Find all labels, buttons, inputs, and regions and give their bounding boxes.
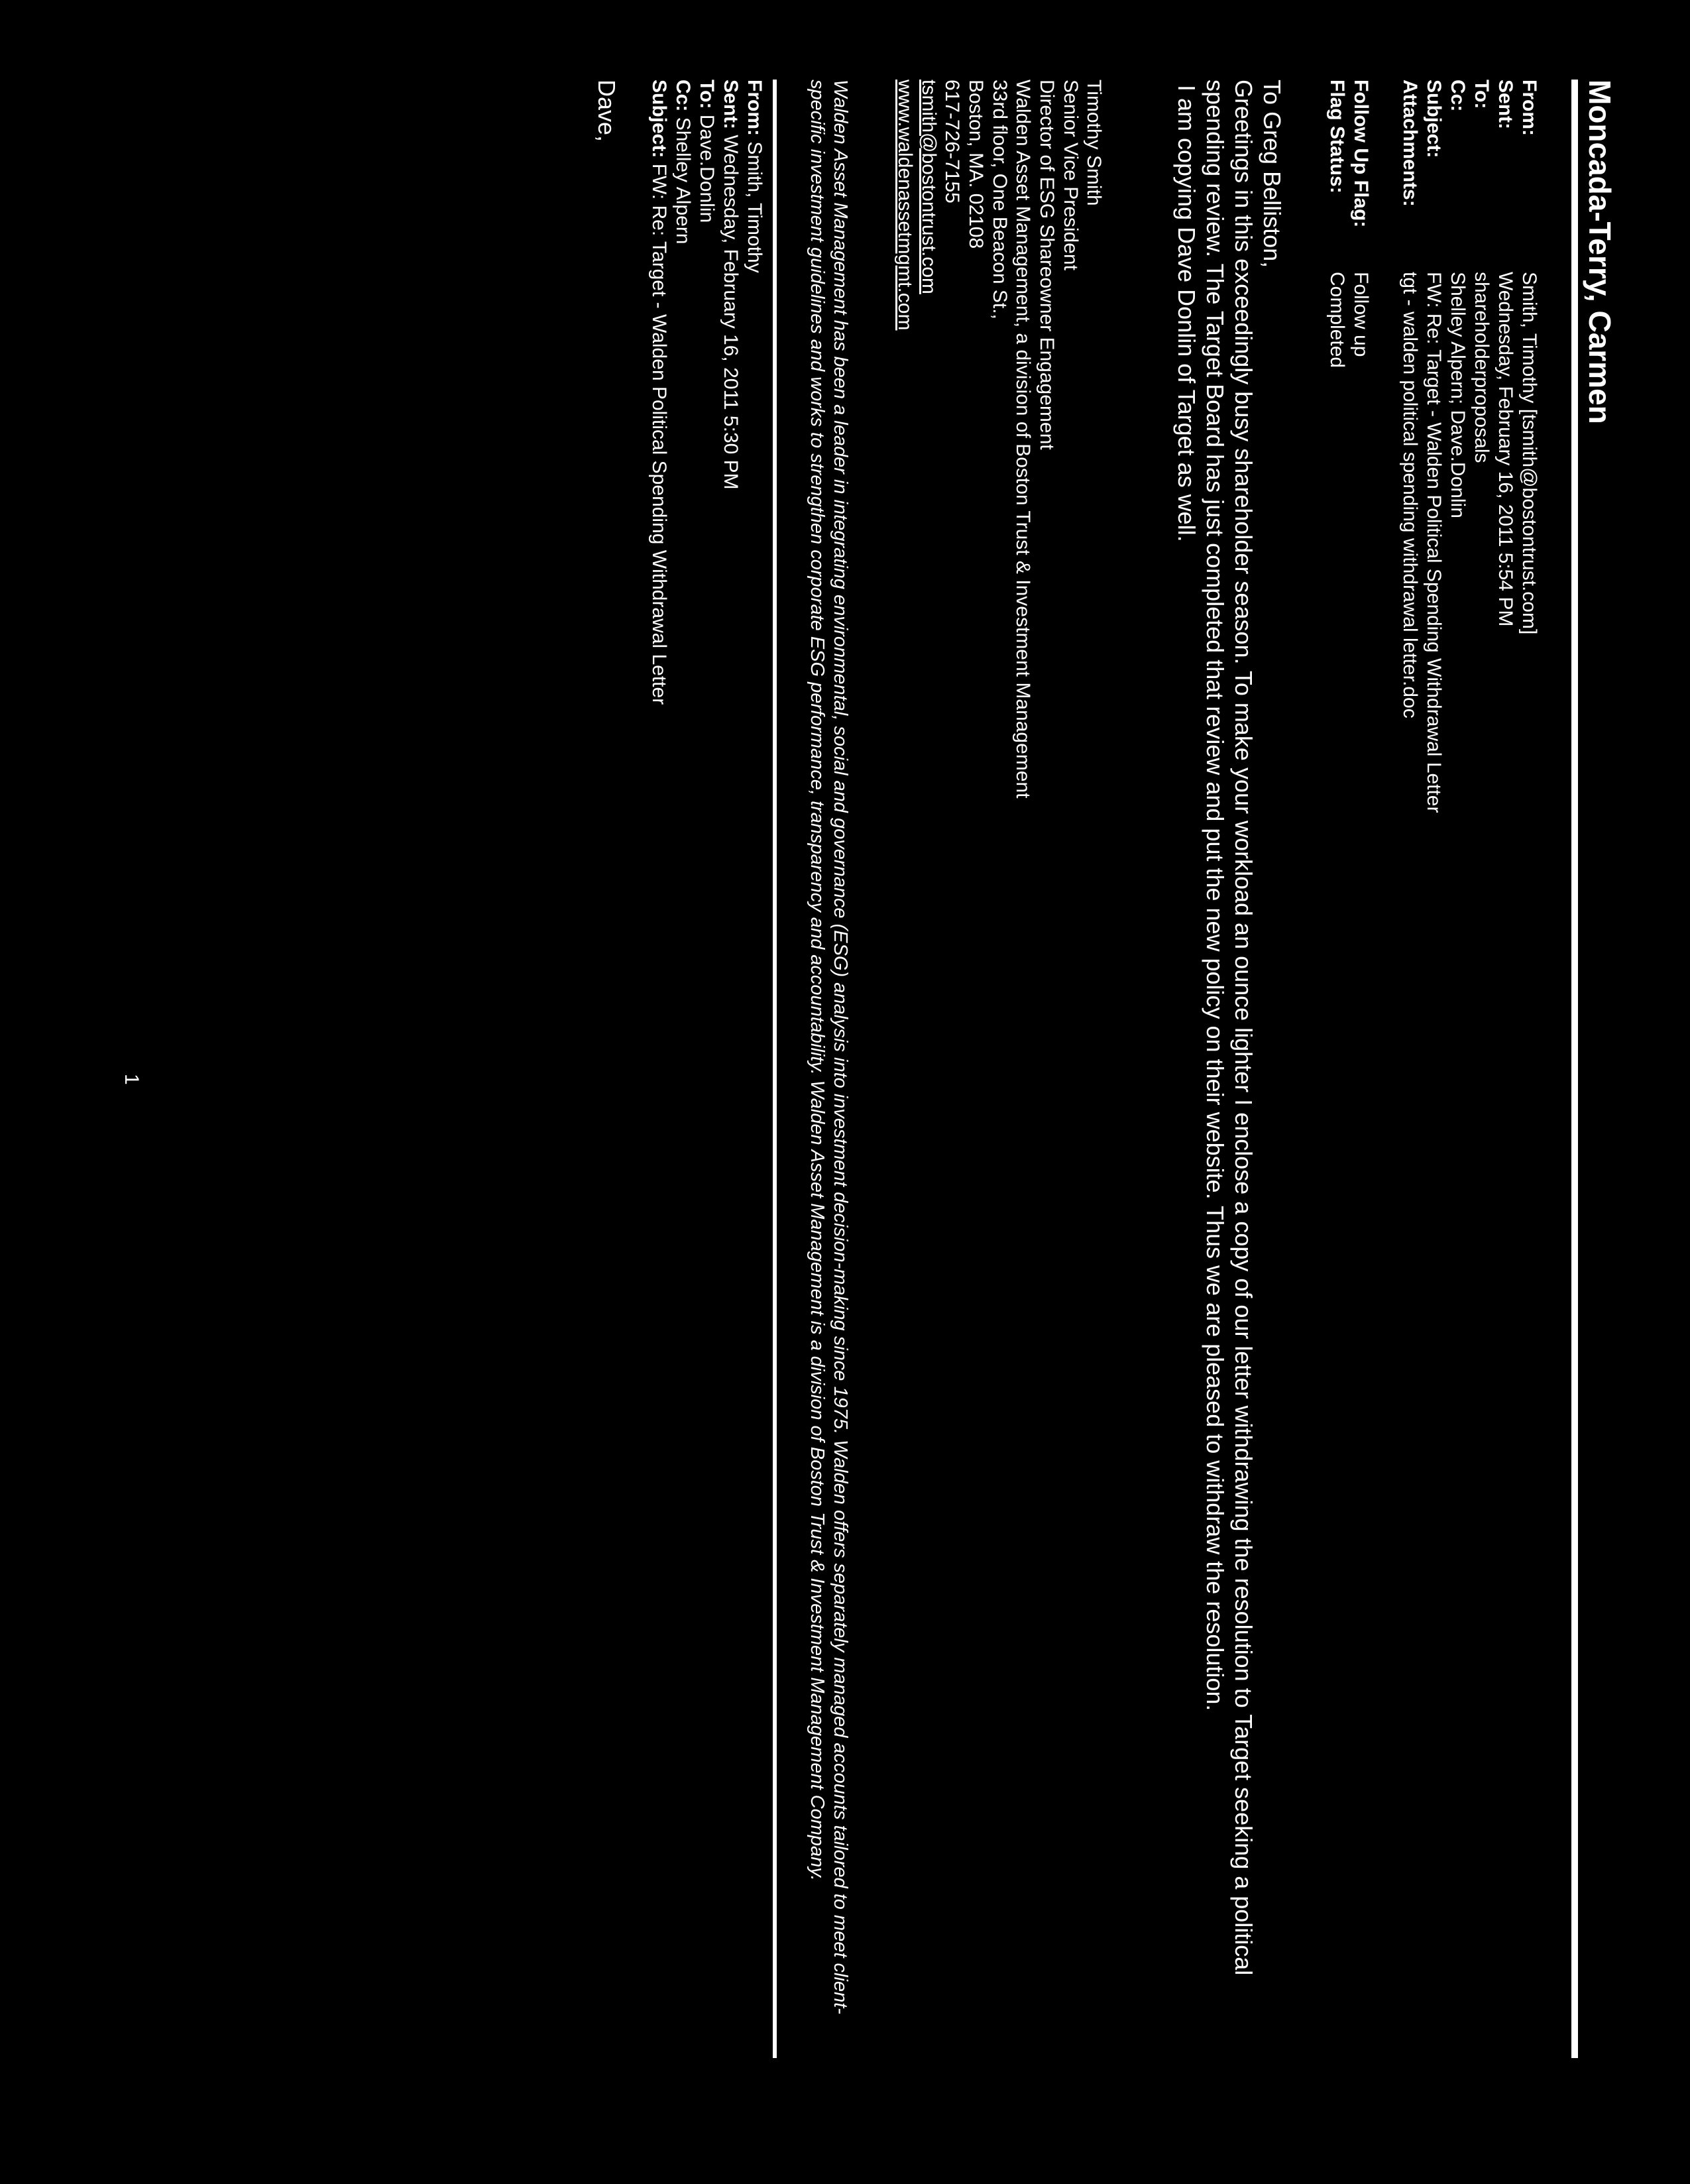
signature-title-1: Senior Vice President [1059,80,1082,270]
to-value: shareholderproposals [1471,272,1493,463]
signature-phone: 617-726-7155 [941,80,964,203]
page-number: 1 [121,1074,142,1085]
sent-label: Sent: [1494,80,1517,129]
salutation: To Greg Belliston, [1259,80,1286,268]
fwd-from-row [742,80,766,2058]
mailbox-owner-title: Moncada-Terry, Carmen [1583,80,1617,424]
message-body [1172,80,1286,2058]
header-spacer [1373,80,1398,2058]
email-header [1325,80,1541,2058]
to-label: To: [1471,80,1493,109]
cc-label: Cc: [1447,80,1469,112]
fwd-to-value: Dave.Donlin [696,114,718,223]
signature-name: Timothy Smith [1083,80,1105,206]
subject-value: FW: Re: Target - Walden Political Spending Withdrawal Letter [1423,272,1445,813]
follow-up-flag-label: Follow Up Flag: [1350,80,1373,228]
signature-block [893,80,1105,2058]
attachments-value[interactable]: tgt - walden political spending withdrawal letter.doc [1399,272,1422,718]
flag-status-label: Flag Status: [1326,80,1349,194]
fwd-cc-row [671,80,695,2058]
flag-status-value: Completed [1326,272,1349,369]
fwd-cc-value: Shelley Alpern [672,117,695,245]
fwd-from-label: From: [744,80,766,136]
signature-title-2: Director of ESG Shareowner Engagement [1035,80,1058,450]
signature-website-link[interactable]: www.waldenassetmgmt.com [893,80,916,331]
body-paragraph-1: Greetings in this exceedingly busy shareholder season. To make your workload an ounce lighter I enclose a copy of our letter withdrawing the resolution to Target seeking a political spending review. The Target Board has just completed that review and put the new policy on their website. Thus we are pleased to withdraw the resolution. [1201,80,1257,1976]
signature-address-2: Boston, MA. 02108 [964,80,987,249]
cc-value: Shelley Alpern; Dave.Donlin [1447,272,1469,518]
fwd-sent-row [718,80,742,2058]
subject-label: Subject: [1423,80,1445,158]
company-disclaimer: Walden Asset Management has been a leader in integrating environmental, social and governance (ESG) analysis into investment decision-making since 1975. Walden offers separately managed accounts tailored to meet client-specific investment guidelines and works to strengthen corporate ESG performance, transparency and accountability. Walden Asset Management is a division of Boston Trust & Investment Management Company. [806,80,852,2014]
fwd-to-row [695,80,718,2058]
body-paragraph-2: I am copying Dave Donlin of Target as well. [1172,85,1200,542]
signature-company: Walden Asset Management, a division of Boston Trust & Investment Management [1012,80,1035,799]
fwd-sent-value: Wednesday, February 16, 2011 5:30 PM [720,135,742,490]
fwd-subject-row [647,80,671,2058]
follow-up-flag-value: Follow up [1350,272,1373,357]
fwd-to-label: To: [696,80,718,109]
sent-value: Wednesday, February 16, 2011 5:54 PM [1494,272,1517,627]
from-value: Smith, Timothy [tsmith@bostontrust.com] [1518,272,1541,635]
fwd-subject-value: FW: Re: Target - Walden Political Spending Withdrawal Letter [648,163,671,705]
signature-address-1: 33rd floor, One Beacon St., [988,80,1011,319]
fwd-cc-label: Cc: [672,80,695,112]
forward-divider [773,80,777,2058]
title-divider [1571,80,1578,2058]
forwarded-greeting: Dave, [593,80,621,143]
forwarded-header [647,80,766,2058]
fwd-sent-label: Sent: [720,80,742,129]
attachments-label: Attachments: [1399,80,1422,207]
fwd-from-value: Smith, Timothy [744,141,766,273]
fwd-subject-label: Subject: [648,80,671,158]
from-label: From: [1518,80,1541,136]
signature-email-link[interactable]: tsmith@bostontrust.com [917,80,940,294]
